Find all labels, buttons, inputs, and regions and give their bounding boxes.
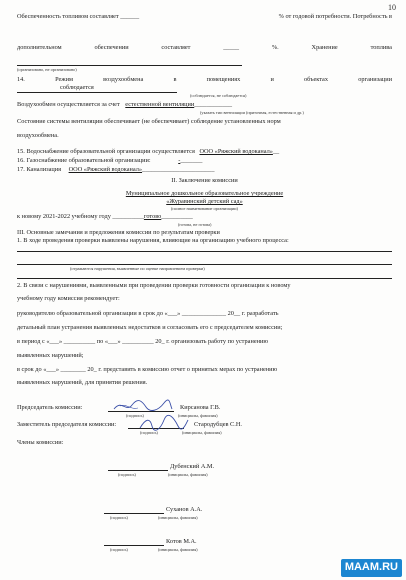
remarks-note: (отражаются нарушения, выявленные по оценке направлением проверки) bbox=[70, 266, 205, 271]
rec-2-line-1: в период с «___» __________ по «___» __________ 20_ г. организовать работу по устранению bbox=[17, 338, 269, 345]
label: к новому 2021-2022 учебному году bbox=[17, 213, 111, 220]
text: 20 bbox=[227, 310, 234, 317]
member-3-name: Котов М.А. bbox=[166, 538, 197, 545]
section-16: 16. Газоснабжение образовательной организации: -_______ bbox=[17, 157, 203, 164]
word: Режим bbox=[55, 76, 73, 83]
org-name-note: (полное наименование организации) bbox=[171, 206, 238, 211]
org-name-1: Муниципальное дошкольное образовательное учреждение bbox=[125, 190, 284, 197]
rec-2-line-2: выявленных нарушений; bbox=[17, 352, 84, 359]
text: » bbox=[58, 338, 63, 345]
vent-state-line-1: Состояние системы вентиляции обеспечивает (не обеспечивает) соблюдение установленных норм bbox=[17, 118, 281, 125]
text: руководителю образовательной организации в срок до « bbox=[17, 310, 168, 317]
word: Хранение bbox=[311, 44, 338, 51]
member-1-name: Дубенский А.М. bbox=[170, 463, 215, 470]
text: г. представить в комиссию отчет о принятых мерах по устранению bbox=[98, 366, 278, 373]
word: помещениях bbox=[206, 76, 241, 83]
rec-3-line-2: выявленных нарушений, для принятия решения. bbox=[17, 379, 148, 386]
text: г. организовать работу по устранению bbox=[166, 338, 269, 345]
remarks-heading: III. Основные замечания и предложения комиссии по результатам проверки bbox=[17, 229, 220, 236]
blank-rule bbox=[17, 264, 392, 265]
text: в период с « bbox=[17, 338, 50, 345]
vent-value: естественной вентиляции bbox=[125, 101, 195, 108]
word: объектах bbox=[304, 76, 328, 83]
ventilation-value: соблюдается bbox=[60, 84, 94, 91]
rec-1-line-1: руководителю образовательной организации в срок до «___» ______________ 20__ г. разработать bbox=[17, 310, 279, 317]
remarks-item-2-line-2: учебному году комиссия рекомендует: bbox=[17, 295, 120, 302]
deputy-label: Заместитель председателя комиссии: bbox=[17, 421, 117, 428]
blank-rule bbox=[17, 251, 392, 252]
name-note: (инициалы, фамилия) bbox=[178, 413, 218, 418]
word: в bbox=[173, 76, 177, 83]
fuel-line-2: дополнительном обеспечении составляет _____ %. Хранение топлива bbox=[17, 44, 392, 51]
text: 20 bbox=[87, 366, 94, 373]
blank-rule bbox=[17, 65, 242, 66]
name-note: (инициалы, фамилия) bbox=[168, 472, 208, 477]
vent-text: Воздухообмен осуществляется за счет bbox=[17, 101, 120, 108]
text: по « bbox=[96, 338, 108, 345]
word: обеспечении bbox=[94, 44, 129, 51]
vent-state-line-2: воздухообмена. bbox=[17, 132, 59, 139]
deputy-name: Стародубцев С.Н. bbox=[194, 421, 242, 428]
fuel-line-1: Обеспеченность топливом составляет ______ % от годовой потребности. Потребность в bbox=[17, 13, 392, 20]
chair-name: Кирсанова Г.В. bbox=[180, 404, 221, 411]
org-name-2: «Журавинский детский сад» bbox=[166, 198, 243, 205]
fuel-text-2: % от годовой потребности. Потребность в bbox=[278, 13, 392, 20]
fuel-text: Обеспеченность топливом составляет bbox=[17, 13, 119, 20]
rec-3-line-1: в срок до «___» ________ 20_ г. представить в комиссию отчет о принятых мерах по устранению bbox=[17, 366, 278, 373]
text: » bbox=[177, 310, 181, 317]
ventilation-note: (соблюдается, не соблюдается) bbox=[190, 93, 247, 98]
sig-note: (подпись) bbox=[118, 472, 136, 477]
label: 17. Канализация bbox=[17, 166, 62, 173]
label: 15. Водоснабжение образовательной организации осуществляется bbox=[17, 148, 195, 155]
conclusion-heading: II. Заключение комиссии bbox=[171, 177, 238, 184]
word: и bbox=[270, 76, 274, 83]
value: ООО «Ряжский водоканал» bbox=[68, 166, 143, 173]
remarks-item-2-line-1: 2. В связи с нарушениями, выявленными при проведении проверки готовности организации к новому bbox=[17, 282, 291, 289]
value: ООО «Ряжский водоканал» bbox=[199, 148, 273, 155]
chair-label: Председатель комиссии: bbox=[17, 404, 83, 411]
signature-line bbox=[104, 545, 164, 546]
text: » bbox=[117, 338, 121, 345]
sig-note: (подпись) bbox=[126, 413, 144, 418]
name-note: (инициалы, фамилия) bbox=[158, 547, 198, 552]
word: 14. bbox=[17, 76, 25, 83]
sig-note: (подпись) bbox=[140, 430, 158, 435]
page-number: 10 bbox=[388, 3, 396, 12]
members-label: Члены комиссии: bbox=[17, 439, 64, 446]
word: %. bbox=[271, 44, 279, 51]
org-note: (организовано, не организовано) bbox=[17, 67, 77, 72]
readiness-line: к новому 2021-2022 учебному году __________готово__________ bbox=[17, 213, 193, 220]
sig-note: (подпись) bbox=[110, 547, 128, 552]
word: дополнительном bbox=[17, 44, 62, 51]
blank-rule bbox=[17, 278, 392, 279]
name-note: (инициалы, фамилия) bbox=[182, 430, 222, 435]
readiness-note: (готова, не готова) bbox=[178, 222, 212, 227]
word: организации bbox=[358, 76, 392, 83]
word: составляет bbox=[161, 44, 191, 51]
text: 20 bbox=[155, 338, 162, 345]
vent-type-note: (указать тип вентиляции (приточная, естественная и др.) bbox=[200, 110, 304, 115]
signature-line bbox=[108, 470, 168, 471]
word: воздухообмена bbox=[103, 76, 144, 83]
name-note: (инициалы, фамилия) bbox=[158, 515, 198, 520]
label: 16. Газоснабжение образовательной организации: bbox=[17, 157, 151, 164]
section-17: 17. Канализация ООО «Ряжский водоканал»_______________________ bbox=[17, 166, 215, 173]
blank-rule bbox=[17, 92, 177, 93]
signature-line bbox=[104, 513, 164, 514]
sig-note: (подпись) bbox=[110, 515, 128, 520]
text: г. разработать bbox=[241, 310, 279, 317]
section-15: 15. Водоснабжение образовательной организации осуществляется ООО «Ряжский водоканал»__ bbox=[17, 148, 280, 155]
value: - bbox=[178, 157, 181, 164]
vent-type-line: Воздухообмен осуществляется за счет естественной вентиляции____________ bbox=[17, 101, 233, 108]
watermark-badge: MAAM.RU bbox=[341, 559, 402, 577]
section-14-line bbox=[17, 76, 392, 84]
text: в срок до « bbox=[17, 366, 47, 373]
value: готово bbox=[143, 213, 162, 220]
text: » bbox=[55, 366, 59, 373]
word: топлива bbox=[370, 44, 392, 51]
member-2-name: Суханов А.А. bbox=[166, 506, 203, 513]
remarks-item-1: 1. В ходе проведения проверки выявлены нарушения, влияющие на организацию учебного процесса: bbox=[17, 237, 289, 244]
rec-1-line-2: детальный план устранения выявленных недостатков и согласовать его с председателем комиссии; bbox=[17, 324, 283, 331]
